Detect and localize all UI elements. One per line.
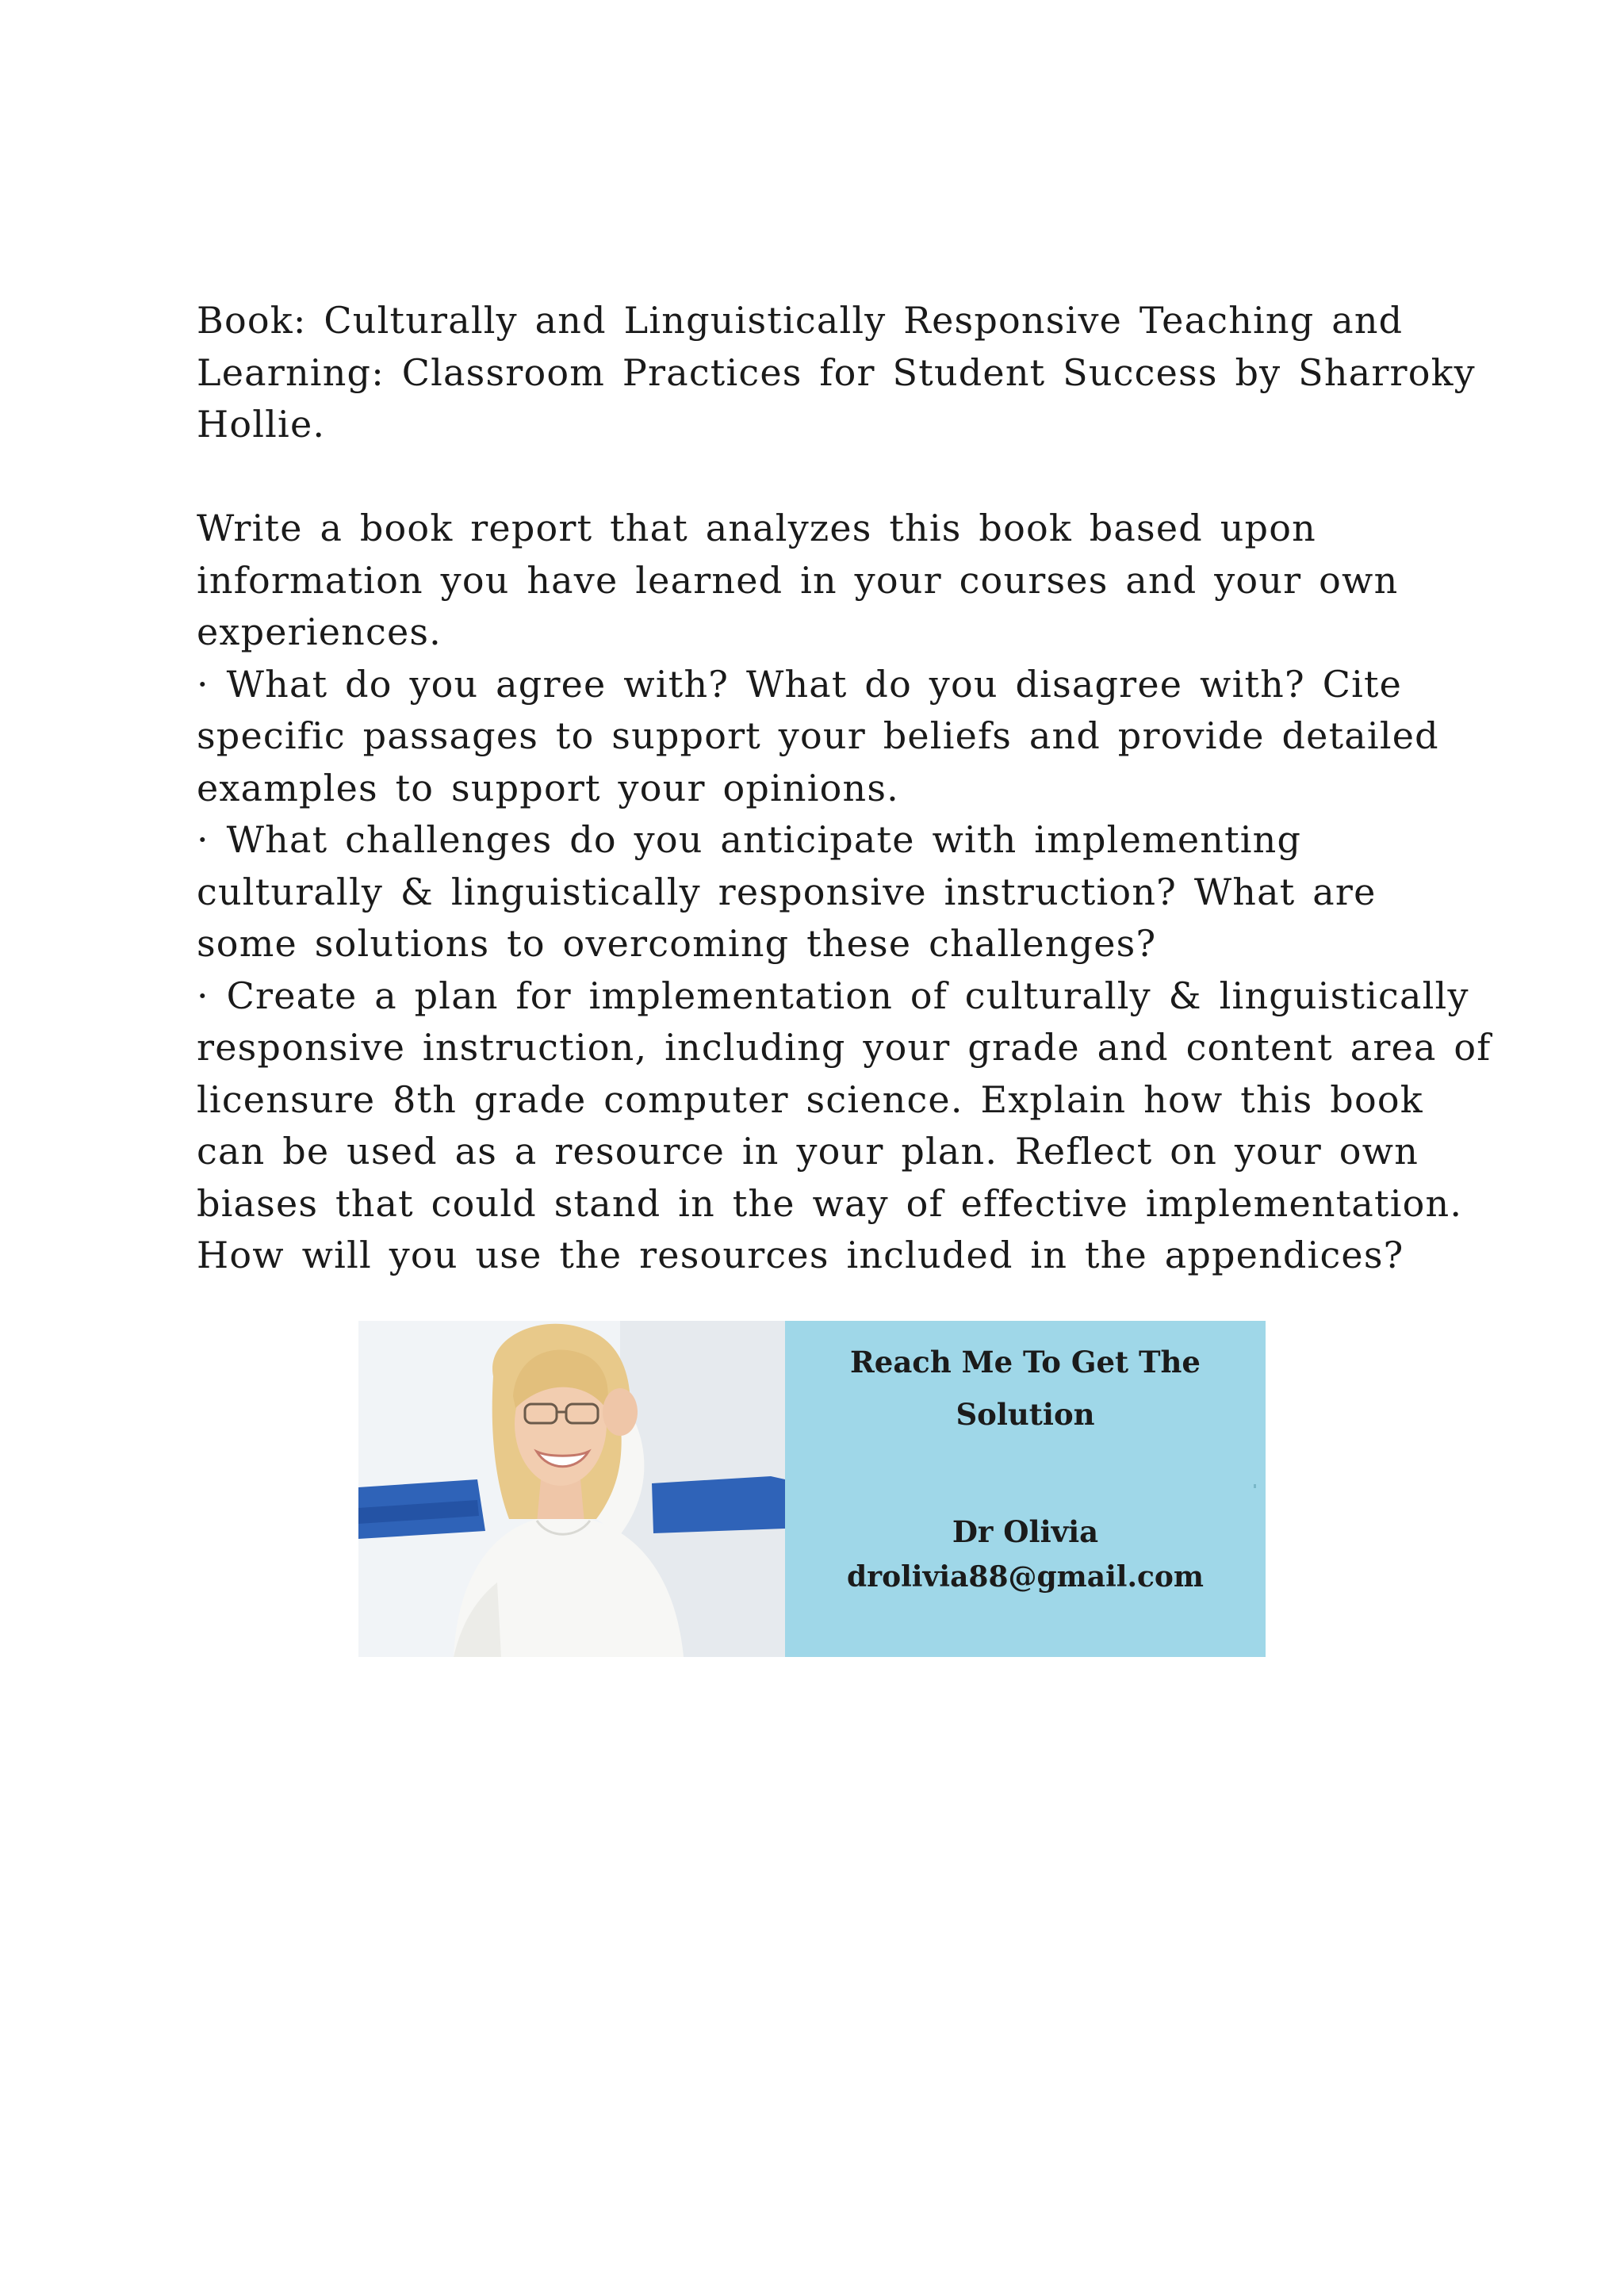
assignment-text bbox=[197, 295, 1492, 1282]
contact-ad-banner bbox=[358, 1321, 1266, 1657]
text-line: biases that could stand in the way of effective implementation. bbox=[197, 1181, 1463, 1225]
contact-email: drolivia88@gmail.com bbox=[846, 1560, 1205, 1594]
text-line: can be used as a resource in your plan. Reflect on your own bbox=[197, 1130, 1419, 1173]
speck-mark bbox=[1254, 1484, 1256, 1488]
bullet-line: · What do you agree with? What do you disagree with? Cite bbox=[197, 662, 1403, 706]
woman-illustration bbox=[358, 1321, 785, 1657]
ad-headline: Reach Me To Get The bbox=[850, 1345, 1201, 1380]
woman-photo bbox=[358, 1321, 785, 1657]
text-line: Hollie. bbox=[197, 403, 326, 446]
text-line: some solutions to overcoming these challenges? bbox=[197, 922, 1157, 965]
text-line: information you have learned in your courses and your own bbox=[197, 558, 1399, 602]
text-line: Book: Culturally and Linguistically Responsive Teaching and bbox=[197, 299, 1404, 342]
text-line: How will you use the resources included in the appendices? bbox=[197, 1234, 1404, 1276]
text-line: specific passages to support your beliefs and provide detailed bbox=[197, 714, 1439, 757]
text-line: experiences. bbox=[197, 610, 442, 653]
text-line: licensure 8th grade computer science. Explain how this book bbox=[197, 1077, 1423, 1121]
blank-line bbox=[197, 451, 1434, 503]
bullet-line: · What challenges do you anticipate with implementing bbox=[197, 818, 1302, 861]
text-line: examples to support your opinions. bbox=[197, 766, 899, 809]
bullet-line: · Create a plan for implementation of culturally & linguistically bbox=[197, 974, 1469, 1017]
text-line: responsive instruction, including your grade and content area of bbox=[197, 1026, 1492, 1069]
text-line: Write a book report that analyzes this book based upon bbox=[197, 507, 1316, 549]
text-line: Learning: Classroom Practices for Student Success by Sharroky bbox=[197, 350, 1476, 394]
contact-name: Dr Olivia bbox=[952, 1514, 1099, 1549]
ad-headline-continued: Solution bbox=[956, 1397, 1095, 1432]
contact-panel bbox=[785, 1321, 1266, 1657]
text-line: culturally & linguistically responsive instruction? What are bbox=[197, 870, 1377, 913]
